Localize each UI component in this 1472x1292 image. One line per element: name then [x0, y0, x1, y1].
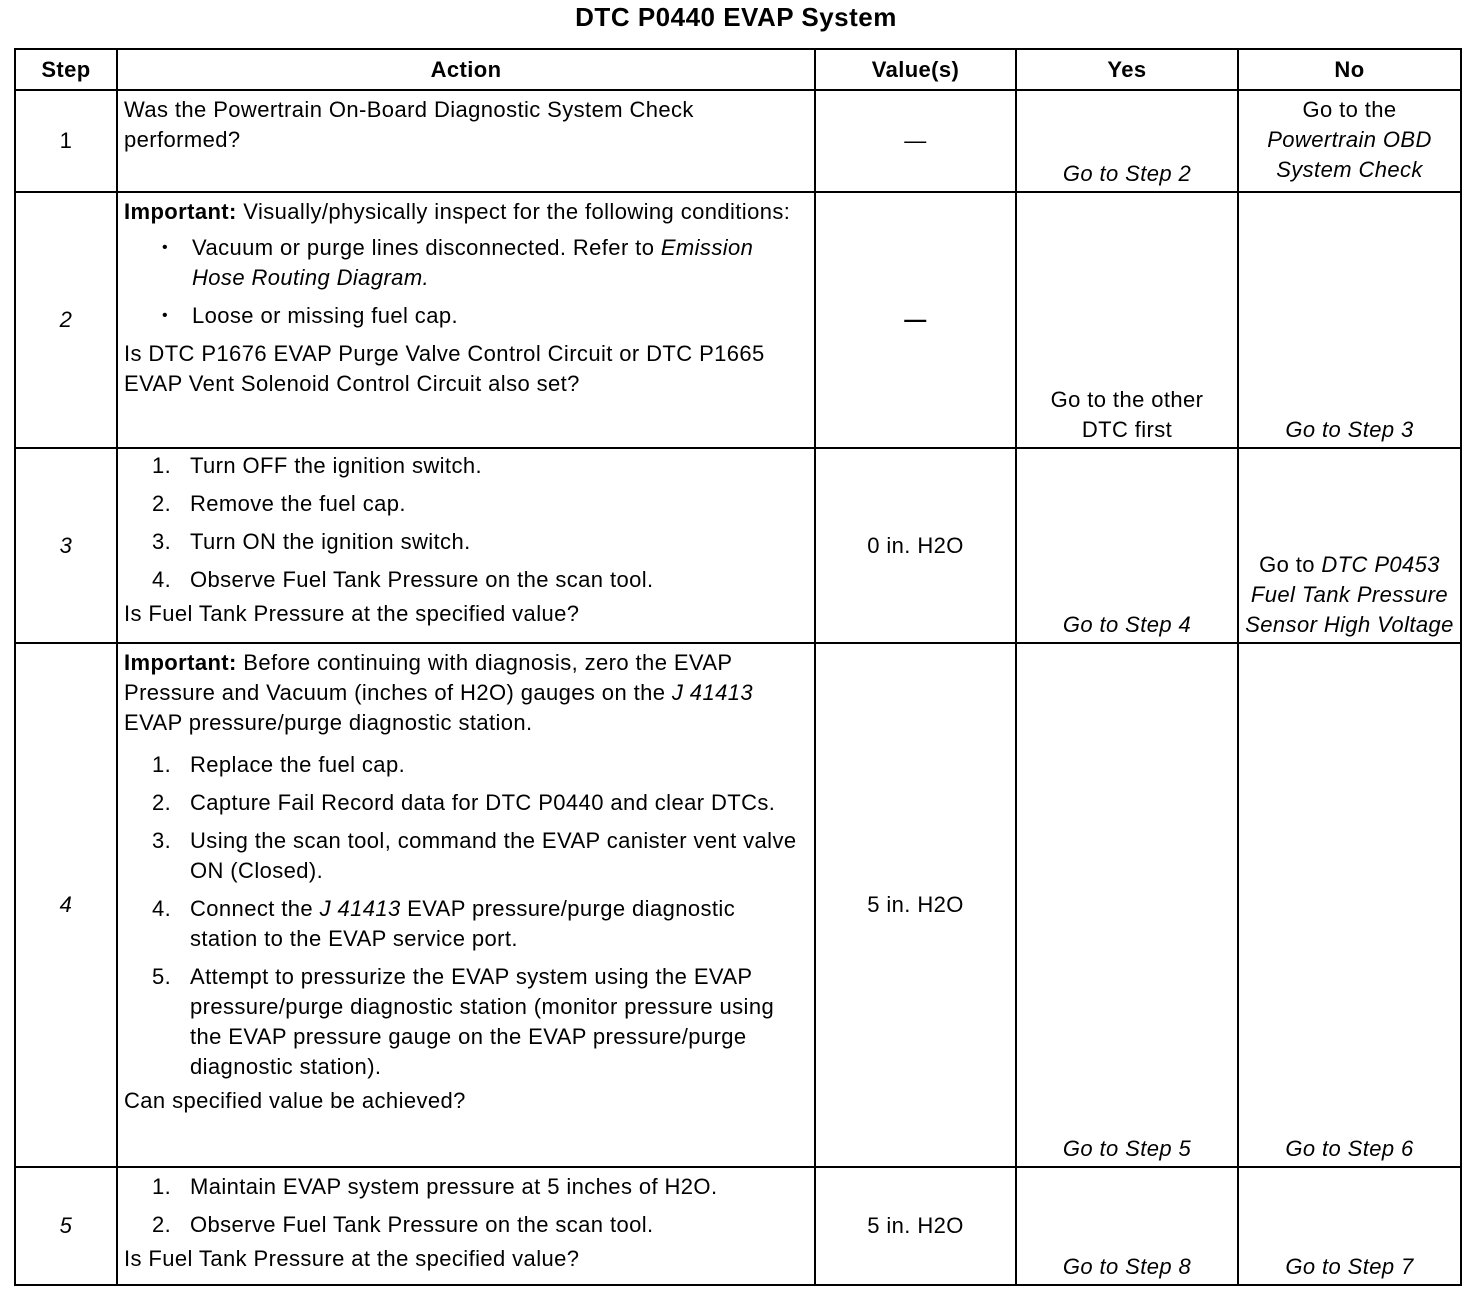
list-item — [192, 233, 808, 293]
action-cell — [117, 90, 815, 192]
header-action: Action — [117, 49, 815, 90]
action-question: Can specified value be achieved? — [124, 1088, 466, 1113]
item-text: Capture Fail Record data for DTC P0440 and clear DTCs. — [190, 790, 776, 815]
item-number: 2. — [152, 790, 172, 815]
item-number: 5. — [152, 964, 172, 989]
list-item — [152, 750, 808, 780]
action-question: Is Fuel Tank Pressure at the specified value? — [124, 1246, 580, 1271]
no-cell — [1238, 448, 1461, 643]
step-number: 4 — [15, 643, 117, 1167]
step-number: 2 — [15, 192, 117, 448]
value-cell: 5 in. H2O — [815, 643, 1016, 1167]
table-row — [15, 192, 1461, 448]
table-row — [15, 90, 1461, 192]
important-note — [124, 648, 808, 738]
item-text: Attempt to pressurize the EVAP system using the EVAP pressure/purge diagnostic station (monitor pressure using the EVAP pressure gauge on the EVAP pressure/purge diagnostic station). — [190, 964, 775, 1079]
list-item: • Loose or missing fuel cap. — [192, 301, 808, 331]
item-number: 2. — [152, 1212, 172, 1237]
list-item — [152, 451, 808, 481]
important-label: Important: — [124, 199, 237, 224]
item-text: EVAP pressure/purge diagnostic station to the EVAP service port. — [190, 896, 736, 951]
action-cell — [117, 1167, 815, 1285]
important-text: Visually/physically inspect for the following conditions: — [236, 199, 791, 224]
item-text: Turn OFF the ignition switch. — [190, 453, 482, 478]
procedure-list — [124, 451, 808, 595]
item-text: Observe Fuel Tank Pressure on the scan tool. — [190, 1212, 654, 1237]
value-cell: 0 in. H2O — [815, 448, 1016, 643]
header-yes: Yes — [1016, 49, 1238, 90]
list-item — [152, 1210, 808, 1240]
diagnostic-table — [14, 48, 1462, 1286]
no-cell: Go to Step 3 — [1238, 192, 1461, 448]
no-link: DTC P0453 Fuel Tank Pressure Sensor High Voltage — [1245, 552, 1454, 637]
action-question: Was the Powertrain On-Board Diagnostic System Check performed? — [124, 97, 694, 152]
important-note — [124, 197, 808, 227]
no-prefix: Go to — [1259, 552, 1322, 577]
no-cell: Go to Step 6 — [1238, 643, 1461, 1167]
step-number: 3 — [15, 448, 117, 643]
yes-cell: Go to Step 5 — [1016, 643, 1238, 1167]
action-question: Is Fuel Tank Pressure at the specified value? — [124, 601, 580, 626]
page-title: DTC P0440 EVAP System — [575, 2, 897, 32]
item-number: 1. — [152, 453, 172, 478]
item-number: 3. — [152, 529, 172, 554]
list-item — [152, 527, 808, 557]
action-question: Is DTC P1676 EVAP Purge Valve Control Circuit or DTC P1665 EVAP Vent Solenoid Control Circuit also set? — [124, 341, 765, 396]
yes-cell: Go to Step 4 — [1016, 448, 1238, 643]
item-text: Remove the fuel cap. — [190, 491, 406, 516]
yes-cell: Go to Step 8 — [1016, 1167, 1238, 1285]
no-cell: Go to Step 7 — [1238, 1167, 1461, 1285]
list-item — [152, 826, 808, 886]
item-text: Maintain EVAP system pressure at 5 inches of H2O. — [190, 1174, 718, 1199]
item-number: 4. — [152, 896, 172, 921]
list-item — [152, 565, 808, 595]
item-number: 1. — [152, 1174, 172, 1199]
item-number: 3. — [152, 828, 172, 853]
tool-reference: J 41413 — [671, 680, 753, 705]
table-row — [15, 643, 1461, 1167]
yes-cell: Go to Step 2 — [1016, 90, 1238, 192]
procedure-list — [124, 750, 808, 1082]
table-row — [15, 1167, 1461, 1285]
header-row — [15, 49, 1461, 90]
item-text: Replace the fuel cap. — [190, 752, 406, 777]
tool-reference: J 41413 — [319, 896, 401, 921]
action-cell — [117, 448, 815, 643]
item-text: Using the scan tool, command the EVAP canister vent valve ON (Closed). — [190, 828, 797, 883]
table-row — [15, 448, 1461, 643]
item-text: Turn ON the ignition switch. — [190, 529, 471, 554]
procedure-list — [124, 1172, 808, 1240]
header-values: Value(s) — [815, 49, 1016, 90]
list-item — [152, 894, 808, 954]
step-number: 5 — [15, 1167, 117, 1285]
no-link: Powertrain OBD System Check — [1267, 127, 1432, 182]
no-prefix: Go to the — [1302, 97, 1397, 122]
action-cell — [117, 192, 815, 448]
value-cell: — — [815, 90, 1016, 192]
step-number: 1 — [15, 90, 117, 192]
list-item — [152, 962, 808, 1082]
header-no: No — [1238, 49, 1461, 90]
item-text: Observe Fuel Tank Pressure on the scan tool. — [190, 567, 654, 592]
list-item — [152, 788, 808, 818]
bullet-text: Vacuum or purge lines disconnected. Refer to — [192, 235, 661, 260]
value-cell: — — [815, 192, 1016, 448]
important-text: Before continuing with diagnosis, zero the EVAP Pressure and Vacuum (inches of H2O) gauges on the — [124, 650, 733, 705]
list-item — [152, 1172, 808, 1202]
condition-list — [124, 233, 808, 331]
routing-diagram-reference: Emission Hose Routing Diagram. — [192, 235, 754, 290]
item-number: 4. — [152, 567, 172, 592]
item-number: 1. — [152, 752, 172, 777]
important-label: Important: — [124, 650, 237, 675]
header-step: Step — [15, 49, 117, 90]
item-text: Connect the — [190, 896, 320, 921]
item-number: 2. — [152, 491, 172, 516]
value-cell: 5 in. H2O — [815, 1167, 1016, 1285]
list-item — [152, 489, 808, 519]
action-cell — [117, 643, 815, 1167]
no-cell — [1238, 90, 1461, 192]
yes-cell: Go to the other DTC first — [1016, 192, 1238, 448]
important-text: EVAP pressure/purge diagnostic station. — [124, 710, 533, 735]
